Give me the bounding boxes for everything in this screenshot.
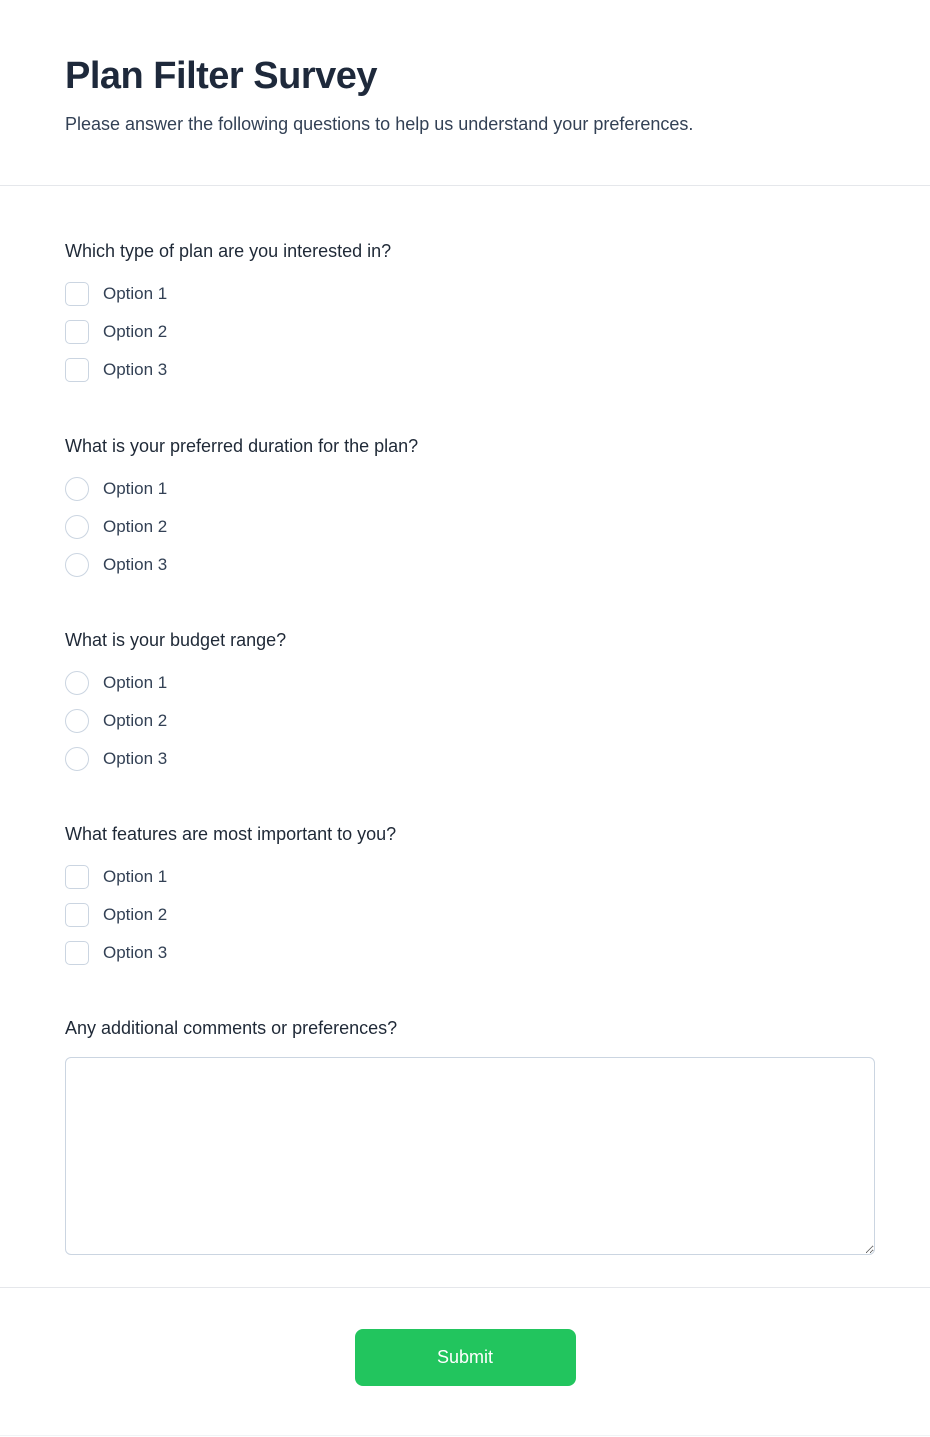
option-label: Option 1 — [103, 673, 168, 692]
option-label: Option 3 — [103, 943, 168, 962]
option-row[interactable] — [65, 709, 865, 733]
option-label: Option 3 — [103, 555, 168, 574]
question-duration — [65, 435, 865, 577]
option-row[interactable] — [65, 553, 865, 577]
checkbox-input[interactable] — [65, 320, 89, 344]
comments-textarea[interactable] — [65, 1057, 875, 1255]
checkbox-input[interactable] — [65, 282, 89, 306]
option-row[interactable] — [65, 282, 865, 306]
checkbox-input[interactable] — [65, 358, 89, 382]
radio-input[interactable] — [65, 671, 89, 695]
question-budget — [65, 629, 865, 771]
question-plan-type — [65, 240, 865, 382]
option-row[interactable] — [65, 515, 865, 539]
survey-header — [0, 0, 930, 186]
option-label: Option 1 — [103, 284, 168, 303]
option-row[interactable] — [65, 671, 865, 695]
question-features — [65, 823, 865, 965]
option-row[interactable] — [65, 320, 865, 344]
option-label: Option 2 — [103, 905, 168, 924]
question-label: What is your preferred duration for the plan? — [65, 436, 419, 456]
question-label: What features are most important to you? — [65, 824, 397, 844]
radio-input[interactable] — [65, 553, 89, 577]
option-label: Option 2 — [103, 711, 168, 730]
option-row[interactable] — [65, 903, 865, 927]
option-row[interactable] — [65, 358, 865, 382]
submit-button[interactable]: Submit — [355, 1329, 576, 1386]
option-label: Option 2 — [103, 517, 168, 536]
question-label: Which type of plan are you interested in? — [65, 241, 392, 261]
question-comments — [65, 1017, 865, 1255]
option-label: Option 3 — [103, 749, 168, 768]
survey-footer — [0, 1287, 930, 1437]
option-label: Option 1 — [103, 867, 168, 886]
question-label: Any additional comments or preferences? — [65, 1018, 398, 1038]
radio-input[interactable] — [65, 747, 89, 771]
option-row[interactable] — [65, 477, 865, 501]
page-title: Plan Filter Survey — [65, 55, 378, 97]
checkbox-input[interactable] — [65, 941, 89, 965]
checkbox-input[interactable] — [65, 903, 89, 927]
checkbox-input[interactable] — [65, 865, 89, 889]
option-row[interactable] — [65, 747, 865, 771]
radio-input[interactable] — [65, 709, 89, 733]
survey-questions — [0, 186, 930, 1255]
option-label: Option 3 — [103, 360, 168, 379]
radio-input[interactable] — [65, 515, 89, 539]
option-row[interactable] — [65, 941, 865, 965]
radio-input[interactable] — [65, 477, 89, 501]
option-row[interactable] — [65, 865, 865, 889]
question-label: What is your budget range? — [65, 630, 287, 650]
option-label: Option 1 — [103, 479, 168, 498]
option-label: Option 2 — [103, 322, 168, 341]
page-subtitle: Please answer the following questions to help us understand your preferences. — [65, 114, 694, 134]
